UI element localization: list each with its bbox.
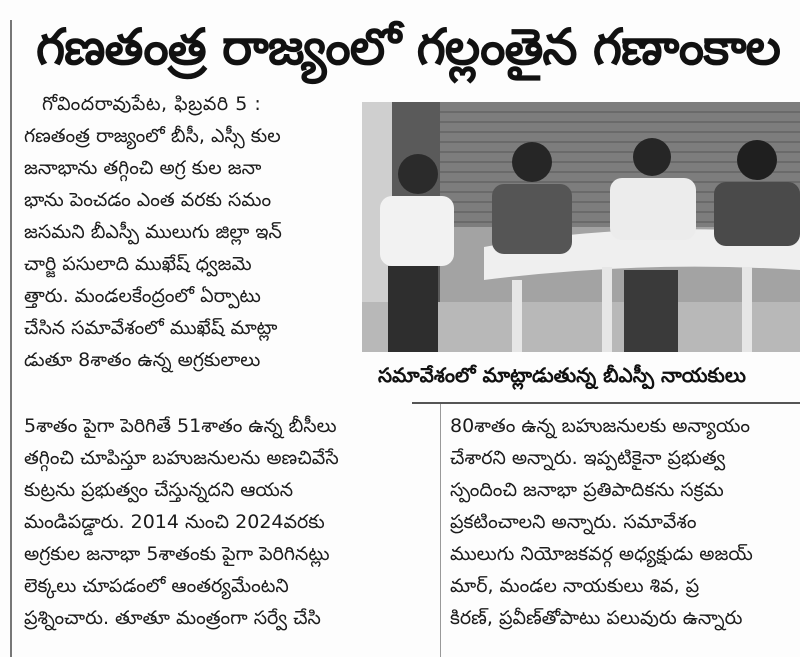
body-line: భాను పెంచడం ఎంత వరకు సమం	[24, 189, 272, 211]
news-photo	[362, 102, 800, 352]
body-line: మండిపడ్డారు. 2014 నుంచి 2024వరకు	[24, 511, 325, 533]
body-line: అగ్రకుల జనాభా 5శాతంకు పైగా పెరిగినట్లు	[24, 543, 330, 565]
body-line: గణతంత్ర రాజ్యంలో బీసీ, ఎస్సీ కుల	[24, 125, 281, 147]
caption-divider	[412, 402, 800, 404]
body-line: లెక్కలు చూపడంలో ఆంతర్యమేంటని	[24, 575, 289, 597]
body-line: జసమని బీఎస్పీ ములుగు జిల్లా ఇన్	[24, 221, 282, 243]
body-line: ములుగు నియోజకవర్గ అధ్యక్షుడు అజయ్	[450, 543, 753, 565]
body-line: డుతూ 8శాతం ఉన్న అగ్రకులాలు	[24, 349, 261, 371]
body-line: తగ్గించి చూపిస్తూ బహుజనులను అణచివేసే	[24, 447, 339, 469]
body-line: ప్రశ్నించారు. తూతూ మంత్రంగా సర్వే చేసి	[24, 607, 321, 629]
body-line: 5శాతం పైగా పెరిగితే 51శాతం ఉన్న బీసీలు	[24, 415, 337, 437]
body-line: కుట్రను ప్రభుత్వం చేస్తున్నదని ఆయన	[24, 479, 294, 501]
body-line: ప్రకటించాలని అన్నారు. సమావేశం	[450, 511, 697, 533]
body-line: కిరణ్, ప్రవీణ్‌తోపాటు పలువురు ఉన్నారు	[450, 607, 743, 629]
article-headline: గణతంత్ర రాజ్యంలో గల్లంతైన గణాంకాల	[36, 18, 780, 76]
body-line: చేసిన సమావేశంలో ముఖేష్ మాట్లా	[24, 317, 278, 339]
photo-caption: సమావేశంలో మాట్లాడుతున్న బీఎస్పీ నాయకులు	[378, 363, 746, 387]
photo-illustration	[362, 102, 800, 352]
column-rule	[440, 404, 441, 657]
body-line: మార్, మండల నాయకులు శివ, ప్ర	[450, 575, 700, 597]
body-line: 80శాతం ఉన్న బహుజనులకు అన్యాయం	[450, 415, 751, 437]
body-line: చేశారని అన్నారు. ఇప్పటికైనా ప్రభుత్వ	[450, 447, 726, 469]
body-line: స్పందించి జనాభా ప్రతిపాదికను సక్రమ	[450, 479, 724, 501]
left-edge-rule	[10, 20, 12, 657]
body-line: త్తారు. మండలకేంద్రంలో ఏర్పాటు	[24, 285, 261, 307]
body-line: గోవిందరావుపేట, ఫిబ్రవరి 5 :	[42, 93, 262, 115]
body-line: చార్జి పసులాది ముఖేష్ ధ్వజమె	[24, 253, 252, 275]
body-line: జనాభాను తగ్గించి అగ్ర కుల జనా	[24, 157, 262, 179]
